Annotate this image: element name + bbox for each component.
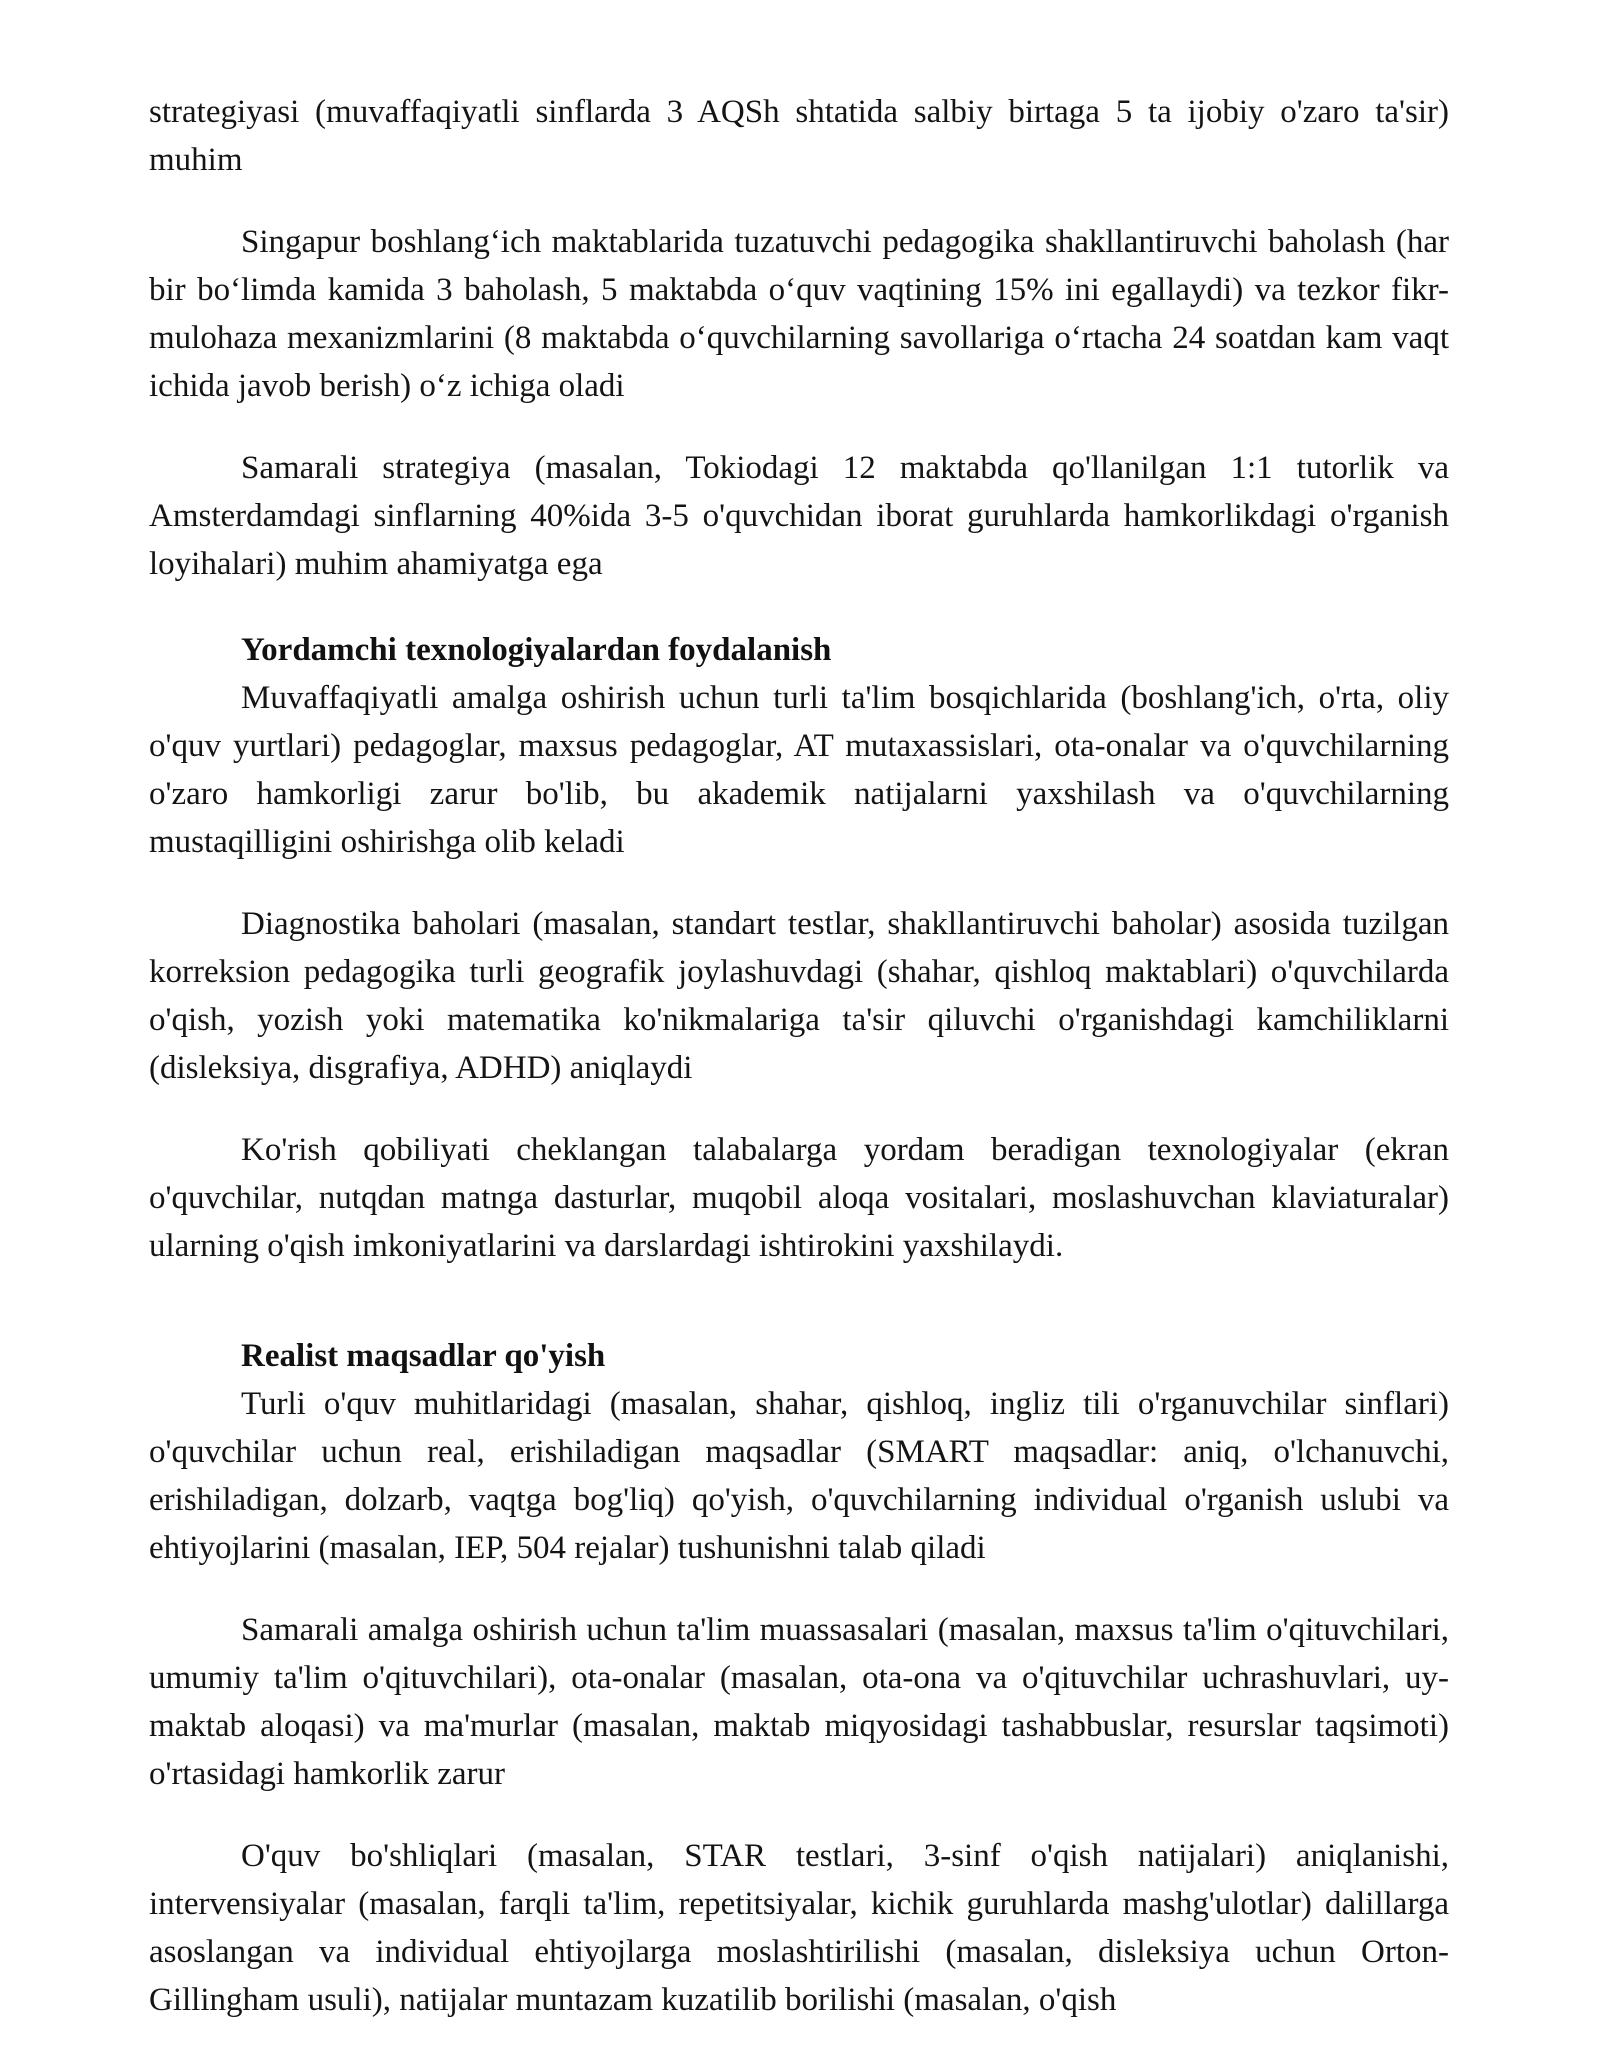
- paragraph-learning-gaps: O'quv bo'shliqlari (masalan, STAR testlari, 3-sinf o'qish natijalari) aniqlanishi, intervensiyalar (masalan, farqli ta'lim, repetitsiyalar, kichik guruhlarda mashg'ulotlar) dalillarga asoslangan va individual ehtiyojlarga moslashtirilishi (masalan, disleksiya uchun Orton-Gillingham usuli), natijalar muntazam kuzatilib borilishi (masalan, o'qish: [149, 1838, 1449, 2018]
- paragraph-singapore: Singapur boshlangʻich maktablarida tuzatuvchi pedagogika shakllantiruvchi baholash (har bir boʻlimda kamida 3 baholash, 5 maktabda oʻquv vaqtining 15% ini egallaydi) va tezkor fikr-mulohaza mexanizmlarini (8 maktabda oʻquvchilarning savollariga oʻrtacha 24 soatdan kam vaqt ichida javob berish) oʻz ichiga oladi: [149, 224, 1449, 404]
- paragraph-collaboration: Samarali amalga oshirish uchun ta'lim muassasalari (masalan, maxsus ta'lim o'qituvchilari, umumiy ta'lim o'qituvchilari), ota-onalar (masalan, ota-ona va o'qituvchilar uchrashuvlari, uy-maktab aloqasi) va ma'murlar (masalan, maktab miqyosidagi tashabbuslar, resurslar taqsimoti) o'rtasidagi hamkorlik zarur: [149, 1612, 1449, 1792]
- paragraph-strategy: Samarali strategiya (masalan, Tokiodagi 12 maktabda qo'llanilgan 1:1 tutorlik va Amsterdamdagi sinflarning 40%ida 3-5 o'quvchidan iborat guruhlarda hamkorlikdagi o'rganish loyihalari) muhim ahamiyatga ega: [149, 450, 1449, 582]
- paragraph-diagnostics: Diagnostika baholari (masalan, standart testlar, shakllantiruvchi baholar) asosida tuzilgan korreksion pedagogika turli geografik joylashuvdagi (shahar, qishloq maktablari) o'quvchilarda o'qish, yozish yoki matematika ko'nikmalariga ta'sir qiluvchi o'rganishdagi kamchiliklarni (disleksiya, disgrafiya, ADHD) aniqlaydi: [149, 906, 1449, 1086]
- paragraph-visual-impairment: Ko'rish qobiliyati cheklangan talabalarga yordam beradigan texnologiyalar (ekran o'quvchilar, nutqdan matnga dasturlar, muqobil aloqa vositalari, moslashuvchan klaviaturalar) ularning o'qish imkoniyatlarini va darslardagi ishtirokini yaxshilaydi.: [149, 1132, 1449, 1264]
- document-page: [149, 88, 1449, 2024]
- paragraph-smart-goals: Turli o'quv muhitlaridagi (masalan, shahar, qishloq, ingliz tili o'rganuvchilar sinflari) o'quvchilar uchun real, erishiladigan maqsadlar (SMART maqsadlar: aniq, o'lchanuvchi, erishiladigan, dolzarb, vaqtga bog'liq) qo'yish, o'quvchilarning individual o'rganish uslubi va ehtiyojlarini (masalan, IEP, 504 rejalar) tushunishni talab qiladi: [149, 1386, 1449, 1566]
- paragraph-implementation: Muvaffaqiyatli amalga oshirish uchun turli ta'lim bosqichlarida (boshlang'ich, o'rta, oliy o'quv yurtlari) pedagoglar, maxsus pedagoglar, AT mutaxassislari, ota-onalar va o'quvchilarning o'zaro hamkorligi zarur bo'lib, bu akademik natijalarni yaxshilash va o'quvchilarning mustaqilligini oshirishga olib keladi: [149, 680, 1449, 860]
- section-heading-assistive-tech: Yordamchi texnologiyalardan foydalanish: [241, 632, 832, 668]
- section-heading-realistic-goals: Realist maqsadlar qo'yish: [241, 1338, 606, 1374]
- paragraph-continuation: strategiyasi (muvaffaqiyatli sinflarda 3 AQSh shtatida salbiy birtaga 5 ta ijobiy o'zaro ta'sir) muhim: [149, 94, 1449, 178]
